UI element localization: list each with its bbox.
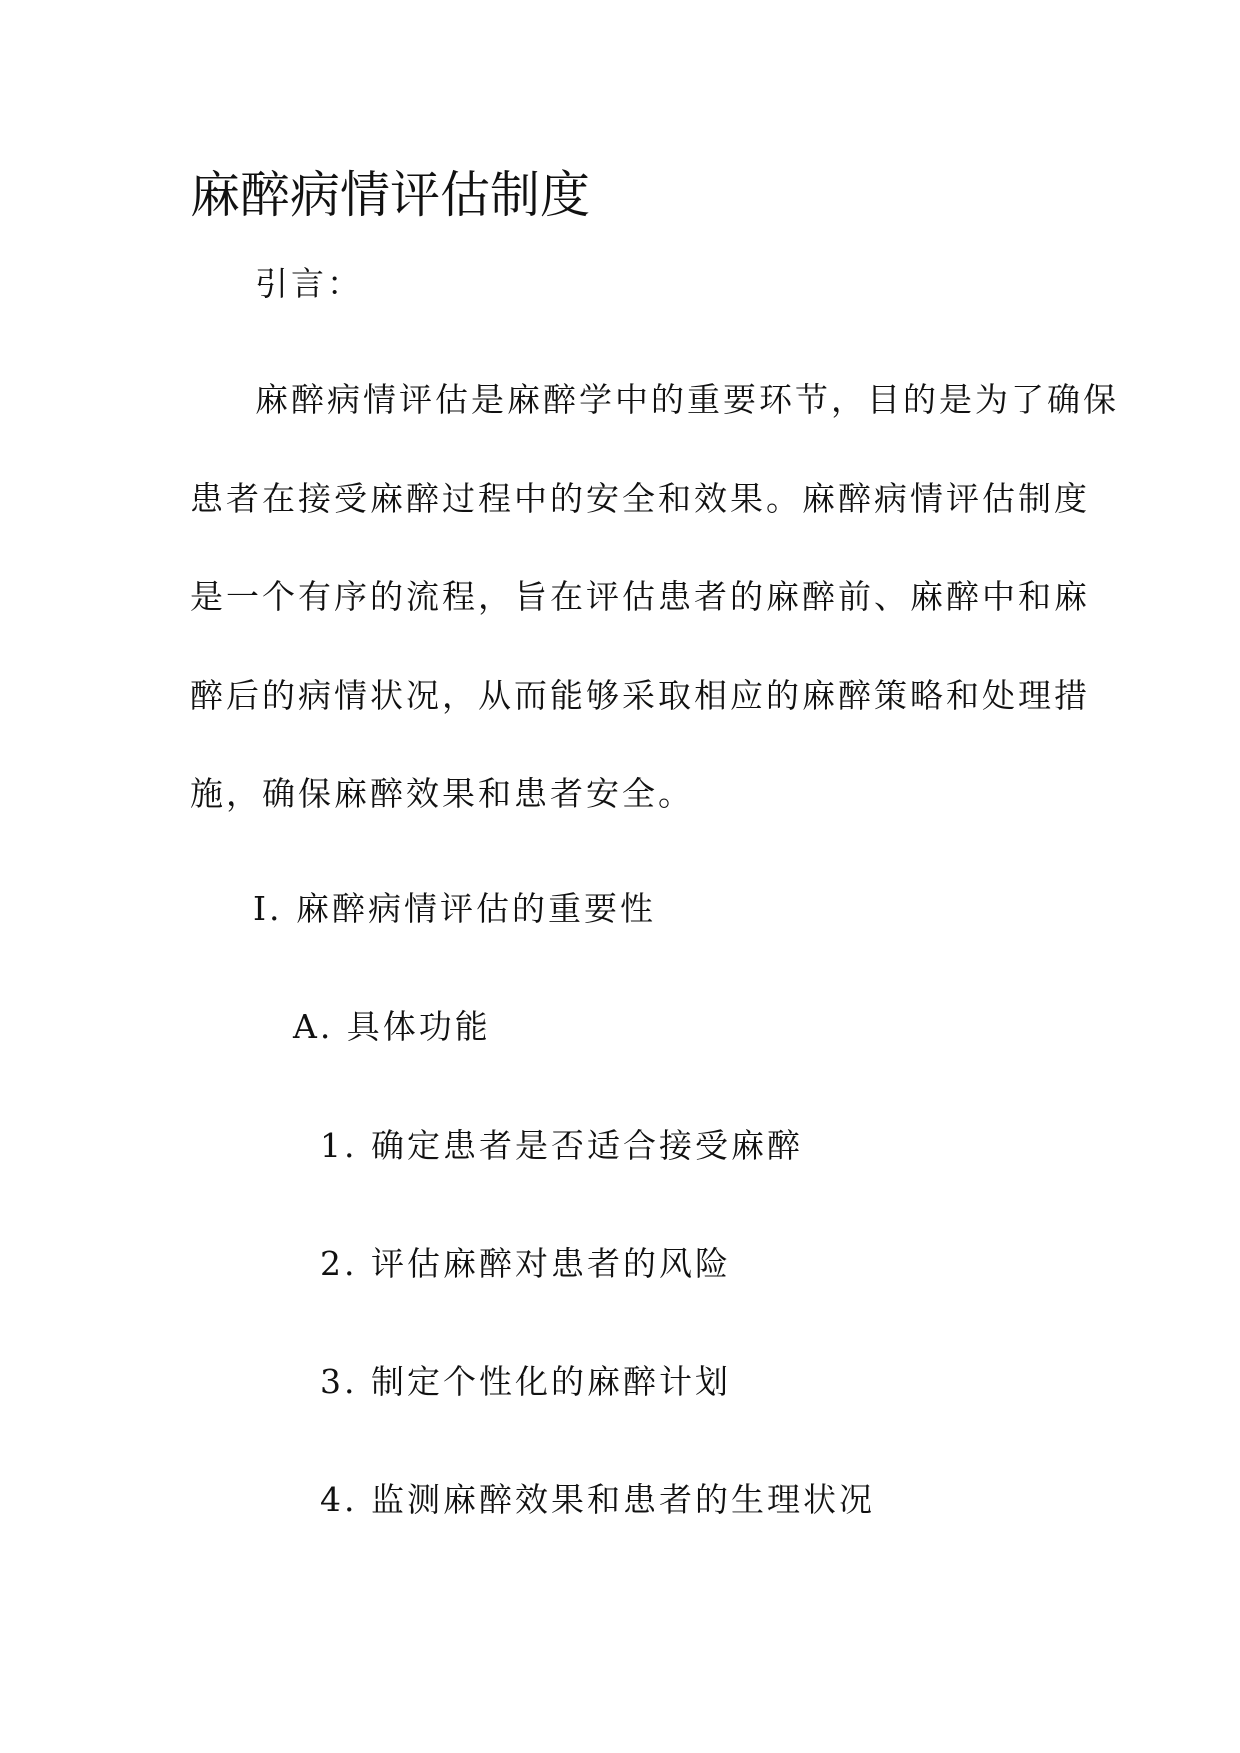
intro-paragraph-line: 麻醉病情评估是麻醉学中的重要环节，目的是为了确保: [255, 380, 1119, 419]
list-item: 2. 评估麻醉对患者的风险: [320, 1244, 731, 1283]
intro-paragraph-line: 患者在接受麻醉过程中的安全和效果。麻醉病情评估制度: [190, 479, 1090, 518]
intro-paragraph-line: 是一个有序的流程，旨在评估患者的麻醉前、麻醉中和麻: [190, 577, 1090, 616]
intro-label: 引言：: [255, 264, 363, 303]
list-item: 4. 监测麻醉效果和患者的生理状况: [320, 1480, 875, 1519]
list-item: 1. 确定患者是否适合接受麻醉: [320, 1126, 803, 1165]
intro-paragraph-line: 醉后的病情状况，从而能够采取相应的麻醉策略和处理措: [190, 676, 1090, 715]
document-title: 麻醉病情评估制度: [190, 166, 590, 224]
subsection-heading: A. 具体功能: [293, 1007, 491, 1046]
list-item: 3. 制定个性化的麻醉计划: [320, 1362, 731, 1401]
intro-paragraph-line: 施，确保麻醉效果和患者安全。: [190, 774, 694, 813]
section-heading: I. 麻醉病情评估的重要性: [253, 889, 657, 928]
